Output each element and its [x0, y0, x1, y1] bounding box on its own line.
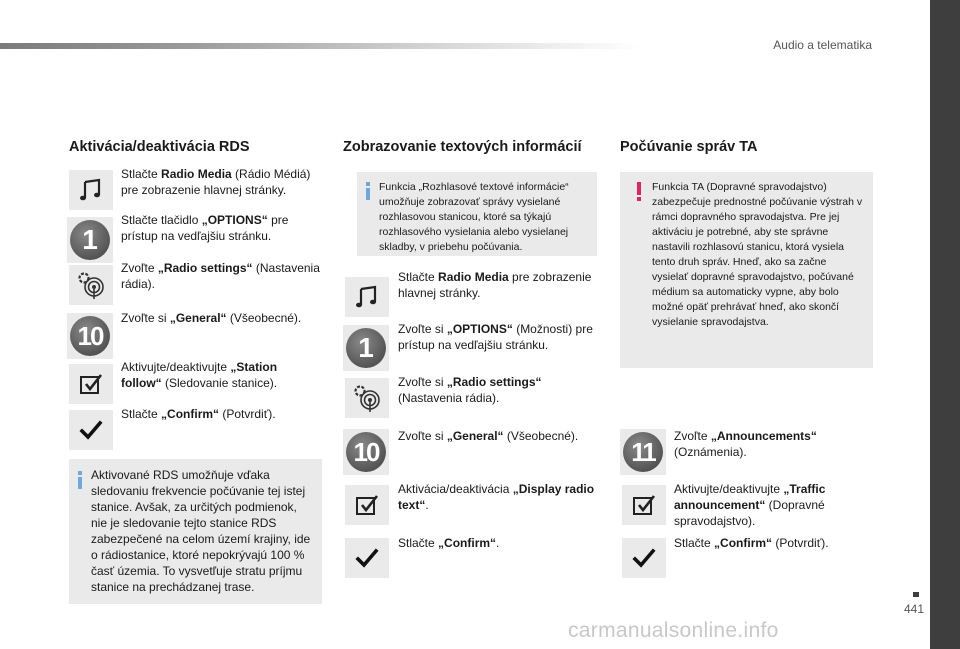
rds-step-5-text: Aktivujte/deaktivujte „Station follow“ (Sledovanie stanice). — [121, 360, 278, 390]
ta-step-1-text: Zvoľte „Announcements“ (Oznámenia). — [674, 429, 817, 459]
page-number: 441 — [903, 602, 924, 616]
section-title: Audio a telematika — [773, 38, 872, 52]
step-number: 11 — [623, 432, 663, 472]
step-number: 10 — [70, 316, 110, 356]
radiotext-step-4-text: Zvoľte si „General“ (Všeobecné). — [398, 429, 579, 443]
radiotext-step-3-text: Zvoľte si „Radio settings“ (Nastavenia rádia). — [398, 375, 542, 405]
music-note-icon — [345, 277, 389, 317]
radio-settings-icon — [345, 378, 389, 418]
radiotext-step-5-text: Aktivácia/deaktivácia „Display radio text“. — [398, 482, 595, 512]
confirm-check-icon — [69, 410, 113, 450]
step-number: 1 — [346, 328, 386, 368]
confirm-check-icon — [622, 538, 666, 578]
warning-icon — [636, 182, 642, 202]
checkbox-toggle-icon — [345, 485, 389, 525]
confirm-check-icon — [345, 538, 389, 578]
radiotext-heading: Zobrazovanie textových informácií — [343, 139, 582, 155]
step-number: 10 — [346, 432, 386, 472]
rds-step-3-text: Zvoľte „Radio settings“ (Nastavenia rádia). — [121, 261, 320, 291]
step-badge-10 — [343, 429, 389, 475]
rds-step-1-text: Stlačte Radio Media (Rádio Médiá) pre zobrazenie hlavnej stránky. — [121, 167, 311, 197]
radiotext-step-6-text: Stlačte „Confirm“. — [398, 536, 500, 550]
music-note-icon — [69, 170, 113, 210]
radiotext-step-2-text: Zvoľte si „OPTIONS“ (Možnosti) pre prístup na vedľajšiu stránku. — [398, 322, 593, 352]
header-gradient-bar — [0, 43, 640, 49]
sidebar-tab — [930, 0, 960, 649]
ta-step-2-text: Aktivujte/deaktivujte „Traffic announcement“ (Dopravné spravodajstvo). — [674, 482, 826, 528]
rds-step-2-text: Stlačte tlačidlo „OPTIONS“ pre prístup na vedľajšiu stránku. — [121, 213, 289, 243]
ta-step-3-text: Stlačte „Confirm“ (Potvrdiť). — [674, 536, 829, 550]
ta-heading: Počúvanie správ TA — [620, 139, 758, 155]
radio-settings-icon — [69, 265, 113, 305]
info-icon — [77, 471, 83, 491]
step-number: 1 — [70, 220, 110, 260]
step-badge-11 — [620, 429, 666, 475]
radiotext-info-note: Funkcia „Rozhlasové textové informácie“ umožňuje zobrazovať správy vysielané rozhlasovou stanicou, ktoré sa týkajú rozhlasového vysielania alebo vysielanej skladby, v priebehu počúvania. — [357, 172, 597, 256]
info-icon — [365, 182, 371, 202]
rds-heading: Aktivácia/deaktivácia RDS — [69, 139, 250, 155]
checkbox-toggle-icon — [622, 485, 666, 525]
step-badge-1 — [67, 217, 113, 263]
rds-step-4-text: Zvoľte si „General“ (Všeobecné). — [121, 311, 302, 325]
rds-info-note: Aktivované RDS umožňuje vďaka sledovaniu frekvencie počúvanie tej istej stanice. Avšak, za určitých podmienok, nie je sledovanie tejto stanice RDS zabezpečené na celom území krajiny, ide o rádiostanice, ktoré nepokrývajú 100 % časť územia. To vysvetľuje stratu príjmu stanice na prechádzanej trase. — [69, 459, 322, 604]
step-badge-1 — [343, 325, 389, 371]
watermark: carmanualsonline.info — [568, 619, 779, 642]
rds-step-6-text: Stlačte „Confirm“ (Potvrdiť). — [121, 407, 276, 421]
checkbox-toggle-icon — [69, 364, 113, 404]
radiotext-step-1-text: Stlačte Radio Media pre zobrazenie hlavnej stránky. — [398, 270, 592, 300]
step-badge-10 — [67, 313, 113, 359]
page-marker — [913, 592, 919, 597]
ta-warning-note: Funkcia TA (Dopravné spravodajstvo) zabezpečuje prednostné počúvanie výstrah v rámci dopravného spravodajstva. Pre jej aktiváciu je potrebné, aby ste správne nastavili rozhlasovú stanicu, ktorá vysiela tento druh správ. Hneď, ako sa začne vysielať dopravné spravodajstvo, počúvané médium sa automaticky vypne, aby bolo možné opäť prehrávať hneď, ako skončí vysielanie spravodajstva. — [620, 172, 873, 368]
